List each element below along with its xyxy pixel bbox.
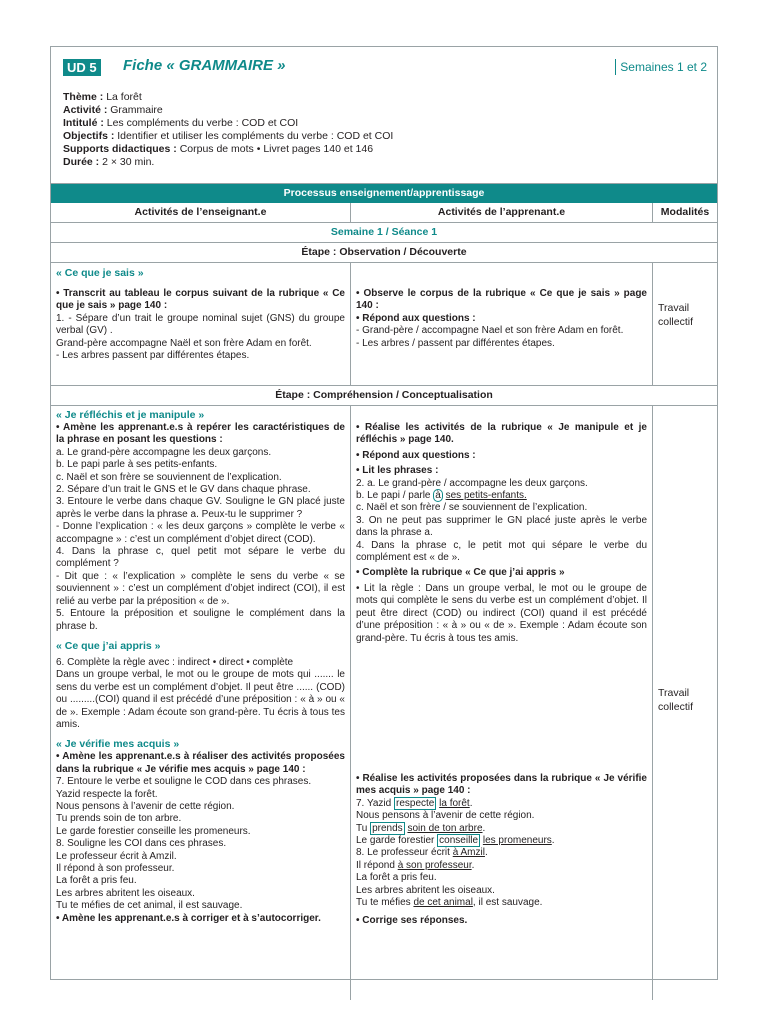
stage2-content bbox=[51, 406, 717, 1000]
col-learner: Activités de l’apprenant.e bbox=[351, 203, 653, 222]
stage1-learner: • Observe le corpus de la rubrique « Ce que je sais » page 140 : • Répond aux questions : - Grand-père / accompagne Nael et son frère Adam en forêt. - Les arbres / passent par différentes étapes. bbox=[351, 263, 653, 385]
meta-supports: Supports didactiques : Corpus de mots • Livret pages 140 et 146 bbox=[63, 143, 374, 155]
meta-title: Intitulé : Les compléments du verbe : COD et COI bbox=[63, 117, 299, 129]
meta-activity: Activité : Grammaire bbox=[63, 104, 163, 116]
meta-list bbox=[63, 91, 393, 169]
meta-objectives: Objectifs : Identifier et utiliser les compléments du verbe : COD et COI bbox=[63, 130, 394, 142]
stage1-row: Étape : Observation / Découverte bbox=[51, 243, 717, 263]
col-modalities: Modalités bbox=[660, 206, 710, 218]
session-row: Semaine 1 / Séance 1 bbox=[51, 223, 717, 243]
weeks-label: Semaines 1 et 2 bbox=[615, 59, 707, 75]
stage2-modality: Travail collectif bbox=[658, 687, 694, 713]
rubric-ce-que-jai-appris: « Ce que j’ai appris » bbox=[56, 639, 161, 652]
meta-theme: Thème : La forêt bbox=[63, 91, 142, 103]
stage2-learner: • Réalise les activités de la rubrique « Je manipule et je réfléchis » page 140. • Répond aux questions : • Lit les phrases : 2. a. Le grand-père / accompagne les deux garçons. b. Le papi / parle à ses petits-enfants. c. Naël et son frère / se souviennent de l’explication. 3. On ne peut pas supprimer le GN placé juste après le verbe dans la phrase a. 4. Dans la phrase c, le petit mot qui sépare le verbe du complément est « de ». • Complète la rubrique « Ce que j’ai appris » • Lit la règle : Dans un groupe verbal, le mot ou le groupe de mots qui complète le sens du verbe est un complément d’objet. Il peut être direct (COD) ou indirect (COI) quand il est précédé d’une préposition : « à » ou « de ». Exemple : Adam écoute son grand-père. Tu écris à tous tes amis. • Réalise les activités proposées dans la rubrique « Je vérifie mes acquis » page 140 : 7. Yazid respecte la forêt. Nous pensons à l’avenir de cette région. Tu prends soin de ton arbre. Le garde forestier conseille les promeneurs. 8. Le professeur écrit à Amzil. Il répond à son professeur. La forêt a pris feu. Les arbres abritent les oiseaux. Tu te méfies de cet animal, il est sauvage. • Corrige ses réponses. bbox=[351, 406, 653, 1000]
stage1-content bbox=[51, 263, 717, 386]
rubric-je-reflechis: « Je réfléchis et je manipule » bbox=[56, 409, 205, 421]
process-bar: Processus enseignement/apprentissage bbox=[51, 184, 717, 203]
stage1-modality: Travail collectif bbox=[658, 302, 694, 328]
stage2-row: Étape : Compréhension / Conceptualisation bbox=[51, 386, 717, 406]
col-teacher: Activités de l’enseignant.e bbox=[51, 203, 351, 222]
lesson-sheet bbox=[50, 46, 718, 980]
rubric-je-verifie: « Je vérifie mes acquis » bbox=[56, 738, 180, 751]
sheet-header bbox=[51, 47, 717, 184]
stage1-teacher: « Ce que je sais » • Transcrit au tableau le corpus suivant de la rubrique « Ce que je sais » page 140 : 1. - Sépare d’un trait le groupe nominal sujet (GNS) du groupe verbal (GV) . Grand-père accompagne Naël et son frère Adam en forêt. - Les arbres passent par différentes étapes. bbox=[51, 263, 351, 385]
meta-duration: Durée : 2 × 30 min. bbox=[63, 156, 155, 168]
rubric-ce-que-je-sais: « Ce que je sais » bbox=[56, 267, 144, 279]
sheet-title: Fiche « GRAMMAIRE » bbox=[123, 57, 286, 74]
column-headers bbox=[51, 203, 717, 223]
unit-badge: UD 5 bbox=[63, 59, 101, 76]
stage2-teacher: « Je réfléchis et je manipule » • Amène les apprenant.e.s à repérer les caractéristiques de la phrase en posant les questions : a. Le grand-père accompagne les deux garçons. b. Le papi parle à ses petits-enfants. c. Naël et son frère se souviennent de l’explication. 2. Sépare d’un trait le GNS et le GV dans chaque phrase. 3. Entoure le verbe dans chaque GV. Souligne le GN placé juste après le verbe dans la phrase a. Peux-tu le supprimer ? - Donne l’explication : « les deux garçons » complète le verbe « accompagne » : c’est un complément d’objet direct (COD). 4. Dans la phrase c, quel petit mot sépare le verbe du complément ? - Dit que : « l’explication » complète le sens du verbe « se souviennent » : c’est un complément d’objet indirect (COI), il est relié au verbe par la préposition « de ». 5. Entoure la préposition et souligne le complément dans la phrase b. « Ce que j’ai appris » 6. Complète la règle avec : indirect • direct • complète Dans un groupe verbal, le mot ou le groupe de mots qui ....... le sens du verbe est un complément d’objet. Il peut être ...... (COD) ou .........(COI) quand il est précédé d’une préposition : « à » ou « de ». Exemple : Adam écoute son grand-père. Tu écris à tous tes amis. « Je vérifie mes acquis » • Amène les apprenant.e.s à réaliser des activités proposées dans la rubrique « Je vérifie mes acquis » page 140 : 7. Entoure le verbe et souligne le COD dans ces phrases. Yazid respecte la forêt. Nous pensons à l’avenir de cette région. Tu prends soin de ton arbre. Le garde forestier conseille les promeneurs. 8. Souligne les COI dans ces phrases. Le professeur écrit à Amzil. Il répond à son professeur. La forêt a pris feu. Les arbres abritent les oiseaux. Tu te méfies de cet animal, il est sauvage. • Amène les apprenant.e.s à corriger et à s’autocorriger. bbox=[51, 406, 351, 1000]
